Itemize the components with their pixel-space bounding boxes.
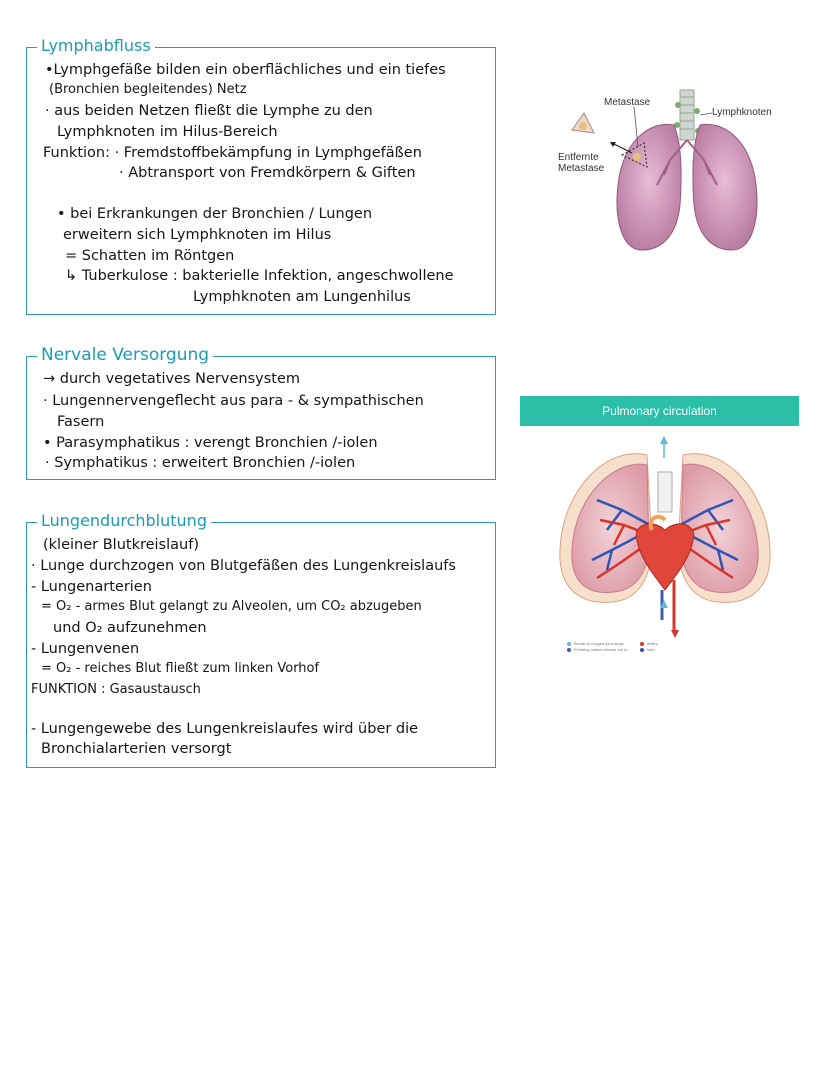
- legend-dot-exhale: [567, 648, 571, 652]
- lung-metastasis-figure: [552, 85, 792, 265]
- lymph-line-10: ↳ Tuberkulose : bakterielle Infektion, angeschwollene: [65, 268, 454, 284]
- legend-dot-vein: [640, 648, 644, 652]
- pulmonary-illustration: [552, 430, 778, 650]
- blood-line-5: und O₂ aufzunehmen: [53, 620, 207, 636]
- nerve-line-3: Fasern: [57, 414, 105, 430]
- nerve-line-5: · Symphatikus : erweitert Bronchien /-iolen: [45, 455, 356, 471]
- legend-dot-artery: [640, 642, 644, 646]
- lymph-line-11: Lymphknoten am Lungenhilus: [193, 289, 411, 305]
- lymph-line-2: (Bronchien begleitendes) Netz: [49, 82, 247, 97]
- nerve-box: [26, 345, 496, 480]
- pulmonary-circulation-figure: [552, 430, 778, 650]
- label-lymphknoten: Lymphknoten: [712, 107, 772, 118]
- blood-box: [26, 511, 496, 768]
- blood-line-9: - Lungengewebe des Lungenkreislaufes wird über die: [31, 721, 419, 737]
- blood-title: Lungendurchblutung: [37, 511, 211, 530]
- lymph-line-1: •Lymphgefäße bilden ein oberflächliches und ein tiefes: [45, 62, 446, 78]
- lymph-line-3: · aus beiden Netzen fließt die Lymphe zu den: [45, 103, 373, 119]
- blood-line-8: FUNKTION : Gasaustausch: [31, 682, 201, 697]
- pulmonary-circulation-title: Pulmonary circulation: [520, 396, 799, 426]
- lymph-line-8: erweitern sich Lymphknoten im Hilus: [63, 227, 332, 243]
- lymph-line-9: = Schatten im Röntgen: [65, 248, 235, 264]
- label-metastase: Metastase: [604, 97, 651, 108]
- blood-line-6: - Lungenvenen: [31, 641, 140, 657]
- blood-line-10: Bronchialarterien versorgt: [41, 741, 232, 757]
- label-entfernte-metastase: Metastase: [558, 163, 605, 174]
- blood-line-3: - Lungenarterien: [31, 579, 152, 595]
- blood-line-7: = O₂ - reiches Blut fließt zum linken Vorhof: [41, 661, 320, 676]
- lymph-title: Lymphabfluss: [37, 36, 155, 55]
- legend-vein: Vein: [647, 647, 655, 652]
- label-entfernte: Entfernte: [558, 152, 599, 163]
- lymph-line-6: · Abtransport von Fremdkörpern & Giften: [119, 165, 416, 181]
- nerve-line-2: · Lungennervengeflecht aus para - & sympathischen: [43, 393, 424, 409]
- lymph-box: [26, 36, 496, 315]
- nerve-title: Nervale Versorgung: [37, 345, 213, 365]
- lymph-line-4: Lymphknoten im Hilus-Bereich: [57, 124, 278, 140]
- legend-breath: Breath in oxygen your lungs: [574, 641, 624, 646]
- blood-line-1: (kleiner Blutkreislauf): [43, 537, 199, 553]
- lymph-line-7: • bei Erkrankungen der Bronchien / Lungen: [57, 206, 373, 222]
- legend-exhale: Exhaling carbon dioxide out lu: [574, 647, 628, 652]
- legend-artery: Artery: [647, 641, 658, 646]
- legend-dot-breath: [567, 642, 571, 646]
- nerve-line-4: • Parasymphatikus : verengt Bronchien /-iolen: [43, 435, 378, 451]
- lymph-line-5: Funktion: · Fremdstoffbekämpfung in Lymphgefäßen: [43, 145, 422, 161]
- nerve-line-1: → durch vegetatives Nervensystem: [43, 371, 300, 387]
- blood-line-2: · Lunge durchzogen von Blutgefäßen des Lungenkreislaufs: [31, 558, 456, 574]
- blood-line-4: = O₂ - armes Blut gelangt zu Alveolen, um CO₂ abzugeben: [41, 599, 422, 614]
